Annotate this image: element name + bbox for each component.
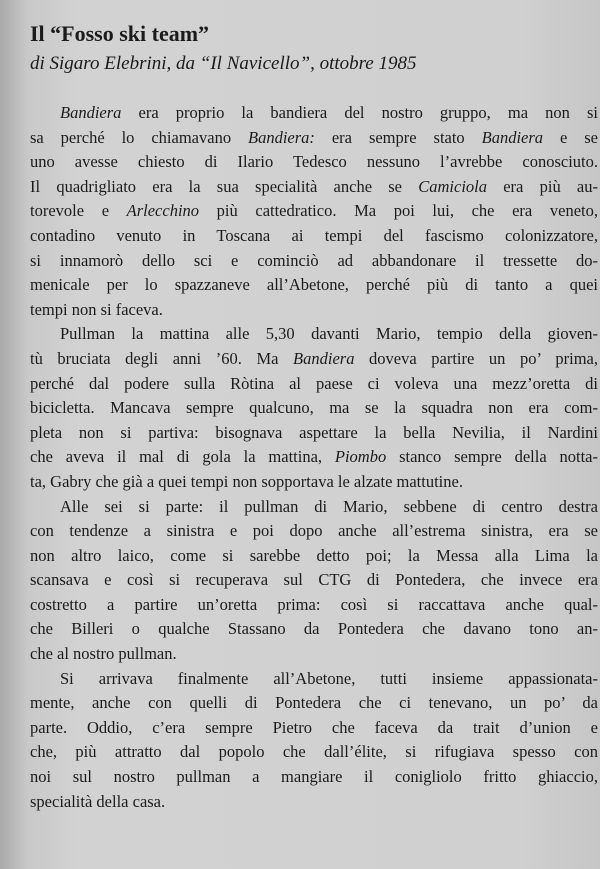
- paragraph: [30, 495, 598, 667]
- italic-text: Bandiera: [60, 103, 122, 122]
- article-body: [30, 101, 598, 814]
- text-line: [30, 519, 598, 544]
- article-byline: di Sigaro Elebrini, da “Il Navicello”, ottobre 1985: [30, 53, 417, 74]
- text-run: bicicletta. Mancava sempre qualcuno, ma se la squadra non era com-: [30, 398, 598, 418]
- text-run: doveva partire un po’ prima,: [354, 348, 598, 368]
- text-run: uno avesse chiesto di Ilario Tedesco nessuno l’avrebbe conosciuto.: [30, 152, 598, 172]
- text-run: che al nostro pullman.: [30, 644, 177, 664]
- text-line: [30, 642, 598, 667]
- text-line: [30, 372, 598, 397]
- text-line: [30, 101, 598, 126]
- text-run: menicale per lo spazzaneve all’Abetone, perché più di tanto a quei: [30, 275, 598, 295]
- text-line: [30, 396, 598, 421]
- text-line: [30, 716, 598, 741]
- text-line: [30, 249, 598, 274]
- text-line: [30, 790, 598, 815]
- text-run: Si arrivava finalmente all’Abetone, tutti insieme appassionata-: [60, 668, 598, 688]
- text-run: scansava e così si recuperava sul CTG di Pontedera, che invece era: [30, 570, 598, 590]
- text-run: noi sul nostro pullman a mangiare il conigliolo fritto ghiaccio,: [30, 767, 598, 787]
- italic-text: Piombo: [334, 447, 387, 467]
- text-line: [30, 593, 598, 618]
- text-line: [30, 568, 598, 593]
- text-line: [30, 150, 598, 175]
- text-line: [30, 544, 598, 569]
- text-line: [30, 347, 598, 372]
- text-line: [30, 495, 598, 520]
- paragraph: [30, 667, 598, 815]
- text-run: si innamorò dello sci e cominciò ad abbandonare il tressette do-: [30, 250, 598, 270]
- text-line: [30, 617, 598, 642]
- text-run: e se: [543, 127, 598, 147]
- text-run: stanco sempre della notta-: [386, 447, 598, 467]
- italic-text: Bandiera:: [248, 127, 315, 147]
- text-line: [30, 322, 598, 347]
- text-line: [30, 273, 598, 298]
- text-run: che Billeri o qualche Stassano da Pontedera che davano tono an-: [30, 619, 598, 639]
- italic-text: Arlecchino: [126, 201, 200, 221]
- text-run: pleta non si partiva: bisognava aspettare la bella Nevilia, il Nardini: [30, 422, 598, 442]
- text-line: [30, 667, 598, 692]
- text-run: più cattedratico. Ma poi lui, che era veneto,: [199, 201, 598, 221]
- text-run: mente, anche con quelli di Pontedera che ci tenevano, un po’ da: [30, 693, 598, 713]
- text-run: tù bruciata degli anni ’60. Ma: [30, 348, 294, 368]
- text-run: era sempre stato: [314, 127, 482, 147]
- text-run: Pullman la mattina alle 5,30 davanti Mario, tempio della gioven-: [60, 324, 598, 344]
- text-line: [30, 175, 598, 200]
- article-title: Il “Fosso ski team”: [30, 21, 210, 46]
- text-run: che aveva il mal di gola la mattina,: [30, 447, 335, 467]
- paragraph: [30, 322, 598, 494]
- text-line: [30, 421, 598, 446]
- text-run: sa perché lo chiamavano: [30, 127, 249, 147]
- text-line: [30, 765, 598, 790]
- paragraph: [30, 101, 598, 322]
- text-run: Il quadrigliato era la sua specialità anche se: [30, 176, 419, 196]
- text-run: ta, Gabry che già a quei tempi non sopportava le alzate mattutine.: [30, 471, 463, 491]
- text-run: tempi non si faceva.: [30, 299, 163, 319]
- text-run: era proprio la bandiera del nostro gruppo, ma non si: [121, 103, 598, 122]
- text-run: Alle sei si parte: il pullman di Mario, sebbene di centro destra: [60, 496, 598, 516]
- text-run: era più au-: [487, 176, 598, 196]
- text-run: costretto a partire un’oretta prima: così si raccattava anche qual-: [30, 594, 598, 614]
- text-run: perché dal podere sulla Ròtina al paese ci voleva una mezz’oretta di: [30, 373, 598, 393]
- text-run: che, più attratto dal popolo che dall’élite, si rifugiava spesso con: [30, 742, 598, 762]
- text-run: specialità della casa.: [30, 791, 166, 811]
- text-line: [30, 126, 598, 151]
- text-line: [30, 199, 598, 224]
- text-line: [30, 224, 598, 249]
- text-run: contadino venuto in Toscana ai tempi del fascismo colonizzatore,: [30, 225, 598, 245]
- text-run: torevole e: [30, 201, 127, 221]
- text-line: [30, 740, 598, 765]
- italic-text: Camiciola: [418, 176, 487, 196]
- text-line: [30, 445, 598, 470]
- text-line: [30, 691, 598, 716]
- text-line: [30, 298, 598, 323]
- italic-text: Bandiera: [293, 348, 355, 368]
- text-line: [30, 470, 598, 495]
- text-run: non altro laico, come si sarebbe detto poi; la Messa alla Lima la: [30, 545, 598, 565]
- text-run: con tendenze a sinistra e poi dopo anche all’estrema sinistra, era se: [30, 521, 598, 541]
- italic-text: Bandiera: [481, 127, 544, 147]
- text-run: parte. Oddio, c’era sempre Pietro che faceva da trait d’union e: [30, 717, 598, 737]
